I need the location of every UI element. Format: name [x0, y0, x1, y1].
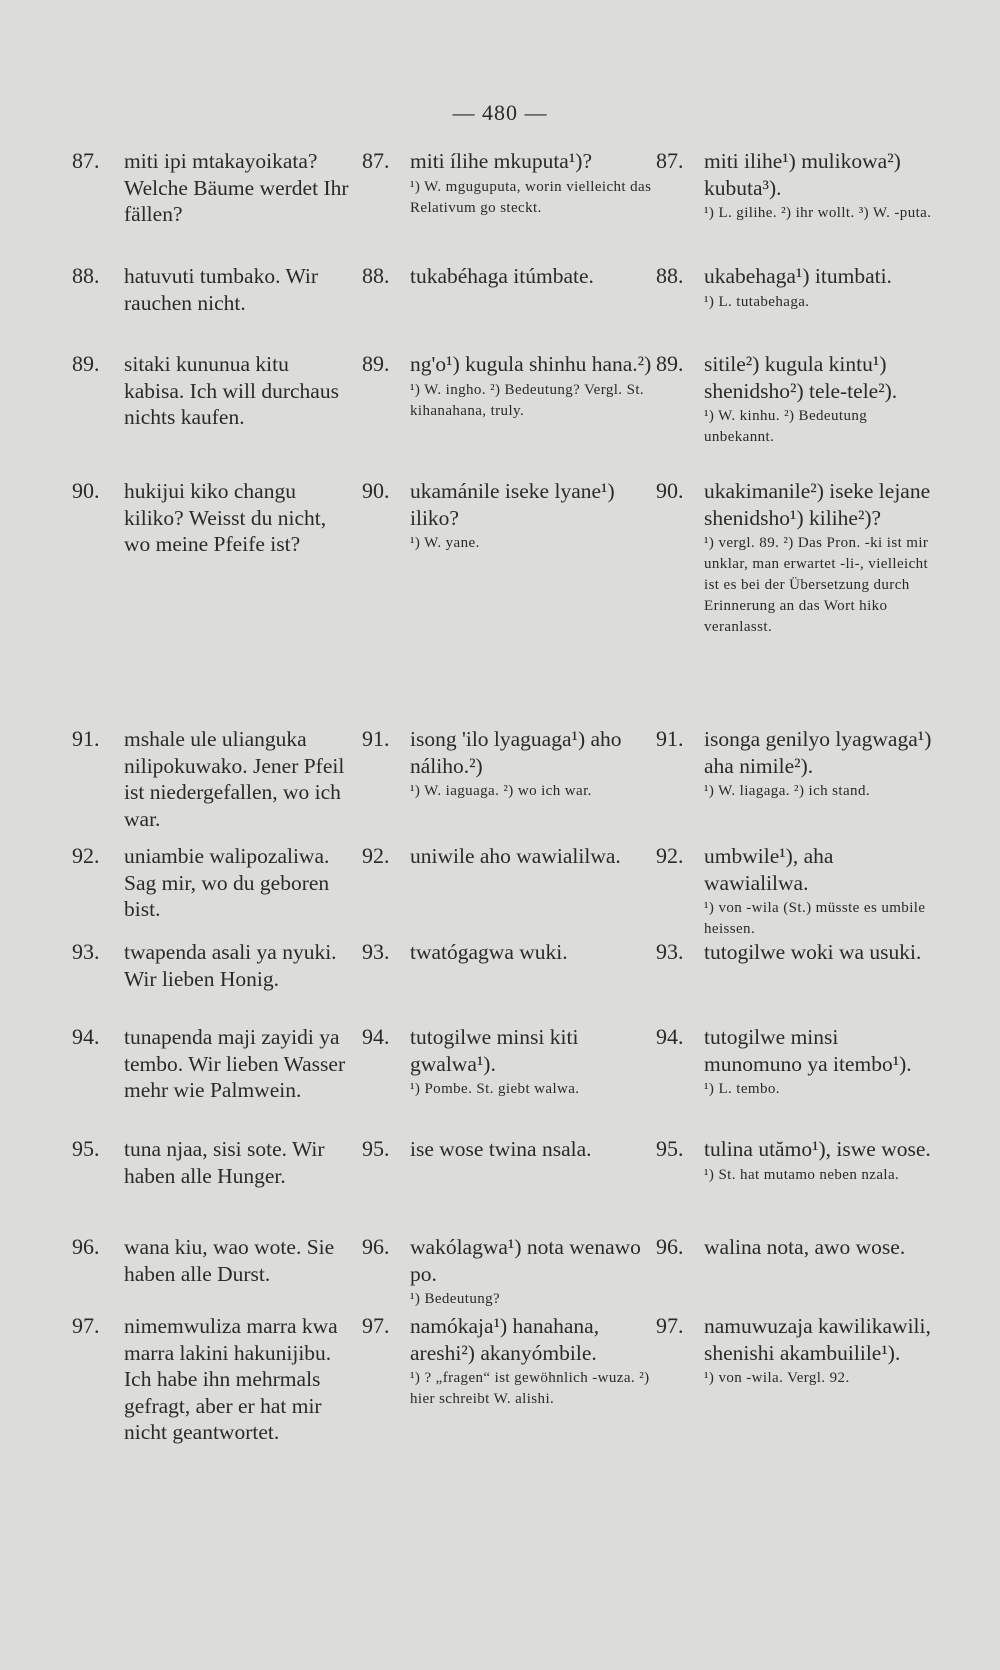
- entry-text: tutogilwe minsi munomuno ya itembo¹).: [704, 1025, 912, 1076]
- entry-94: [656, 1024, 936, 1100]
- footnote: ¹) Pombe. St. giebt walwa.: [410, 1081, 580, 1097]
- entry-text: tunapenda maji zayidi ya tembo. Wir lieben Wasser mehr wie Palmwein.: [124, 1025, 346, 1102]
- footnote: ¹) Bedeutung?: [410, 1291, 501, 1307]
- entry-number: 90.: [656, 478, 684, 503]
- entry-text: ng'o¹) kugula shinhu hana.²): [410, 352, 652, 376]
- entry-number: 87.: [72, 148, 100, 173]
- entry-88: [362, 263, 652, 290]
- entry-90: [72, 478, 352, 558]
- entry-number: 94.: [362, 1024, 390, 1049]
- entry-text: ukabehaga¹) itumbati.: [704, 264, 892, 288]
- entry-text: tuna njaa, sisi sote. Wir haben alle Hunger.: [124, 1137, 325, 1188]
- entry-text: ukamánile iseke lyane¹) iliko?: [410, 479, 615, 530]
- entry-text: hatuvuti tumbako. Wir rauchen nicht.: [124, 264, 319, 315]
- entry-95: [362, 1136, 652, 1163]
- entry-number: 96.: [362, 1234, 390, 1259]
- entry-number: 88.: [72, 263, 100, 288]
- footnote: ¹) L. tutabehaga.: [704, 293, 810, 310]
- entry-text: uniambie walipozaliwa. Sag mir, wo du geboren bist.: [124, 844, 330, 921]
- entry-number: 87.: [656, 148, 684, 173]
- entry-text: twatógagwa wuki.: [410, 940, 568, 964]
- entry-number: 89.: [72, 351, 100, 376]
- entry-90: [656, 478, 936, 638]
- entry-91: [72, 726, 352, 832]
- entry-number: 97.: [656, 1313, 684, 1338]
- entry-90: [362, 478, 652, 554]
- entry-93: [656, 939, 936, 966]
- entry-text: ise wose twina nsala.: [410, 1137, 592, 1161]
- entry-text: umbwile¹), aha wawialilwa.: [704, 844, 834, 895]
- entry-97: [72, 1313, 352, 1446]
- footnote: ¹) W. kinhu. ²) Bedeutung unbekannt.: [704, 408, 868, 445]
- entry-text: miti ipi mtakayoikata? Welche Bäume werdet Ihr fällen?: [124, 149, 349, 226]
- entry-88: [656, 263, 936, 313]
- entry-text: tulina utămo¹), iswe wose.: [704, 1137, 931, 1161]
- entry-text: tutogilwe woki wa usuki.: [704, 940, 922, 964]
- entry-number: 94.: [72, 1024, 100, 1049]
- entry-number: 90.: [72, 478, 100, 503]
- entry-number: 97.: [362, 1313, 390, 1338]
- entry-89: [72, 351, 352, 431]
- entry-number: 89.: [362, 351, 390, 376]
- entry-text: miti ilihe¹) mulikowa²) kubuta³).: [704, 149, 901, 200]
- entry-96: [656, 1234, 936, 1261]
- entry-text: sitaki kununua kitu kabisa. Ich will durchaus nichts kaufen.: [124, 352, 339, 429]
- entry-number: 89.: [656, 351, 684, 376]
- entry-92: [72, 843, 352, 923]
- footnote: ¹) vergl. 89. ²) Das Pron. -ki ist mir unklar, man erwartet -li-, vielleicht ist es bei der Übersetzung durch Erinnerung an das Wort hiko veranlasst.: [704, 535, 929, 635]
- entry-text: isonga genilyo lyagwaga¹) aha nimile²).: [704, 727, 932, 778]
- entry-number: 91.: [72, 726, 100, 751]
- entry-number: 88.: [362, 263, 390, 288]
- entry-88: [72, 263, 352, 316]
- entry-number: 88.: [656, 263, 684, 288]
- entry-91: [656, 726, 936, 802]
- footnote: ¹) W. iaguaga. ²) wo ich war.: [410, 783, 592, 799]
- entry-94: [72, 1024, 352, 1104]
- entry-number: 93.: [656, 939, 684, 964]
- entry-89: [362, 351, 652, 422]
- entry-number: 95.: [362, 1136, 390, 1161]
- entry-95: [656, 1136, 936, 1186]
- entry-text: wakólagwa¹) nota wenawo po.: [410, 1235, 641, 1286]
- entry-number: 92.: [656, 843, 684, 868]
- entry-text: twapenda asali ya nyuki. Wir lieben Honig.: [124, 940, 337, 991]
- entry-number: 96.: [656, 1234, 684, 1259]
- entry-96: [72, 1234, 352, 1287]
- entry-number: 97.: [72, 1313, 100, 1338]
- entry-93: [362, 939, 652, 966]
- entry-94: [362, 1024, 652, 1100]
- entry-text: sitile²) kugula kintu¹) shenidsho²) tele-tele²).: [704, 352, 898, 403]
- entry-95: [72, 1136, 352, 1189]
- entry-number: 92.: [72, 843, 100, 868]
- footnote: ¹) W. ingho. ²) Bedeutung? Vergl. St. kihanahana, truly.: [410, 381, 645, 419]
- entry-number: 93.: [362, 939, 390, 964]
- entry-number: 95.: [656, 1136, 684, 1161]
- entry-97: [656, 1313, 936, 1389]
- footnote: ¹) L. tembo.: [704, 1081, 780, 1097]
- footnote: ¹) St. hat mutamo neben nzala.: [704, 1166, 900, 1183]
- entry-text: mshale ule ulianguka nilipokuwako. Jener Pfeil ist niedergefallen, wo ich war.: [124, 727, 345, 831]
- entry-text: walina nota, awo wose.: [704, 1235, 906, 1259]
- entry-text: tukabéhaga itúmbate.: [410, 264, 594, 288]
- footnote: ¹) ? „fragen“ ist gewöhnlich -wuza. ²) hier schreibt W. alishi.: [410, 1370, 650, 1407]
- entry-number: 90.: [362, 478, 390, 503]
- entry-number: 95.: [72, 1136, 100, 1161]
- entry-92: [362, 843, 652, 870]
- entry-number: 91.: [656, 726, 684, 751]
- entry-number: 92.: [362, 843, 390, 868]
- entry-text: nimemwuliza marra kwa marra lakini hakunijibu. Ich habe ihn mehrmals gefragt, aber er hat mir nicht geantwortet.: [124, 1314, 338, 1444]
- entry-text: isong 'ilo lyaguaga¹) aho náliho.²): [410, 727, 622, 778]
- entry-text: namuwuzaja kawilikawili, shenishi akambuilile¹).: [704, 1314, 931, 1365]
- entry-87: [72, 148, 352, 228]
- entry-91: [362, 726, 652, 802]
- entry-text: tutogilwe minsi kiti gwalwa¹).: [410, 1025, 579, 1076]
- footnote: ¹) W. mguguputa, worin vielleicht das Relativum go steckt.: [410, 178, 652, 216]
- footnote: ¹) W. yane.: [410, 535, 480, 551]
- footnote: ¹) L. gilihe. ²) ihr wollt. ³) W. -puta.: [704, 205, 932, 221]
- entry-text: wana kiu, wao wote. Sie haben alle Durst.: [124, 1235, 335, 1286]
- entry-97: [362, 1313, 652, 1410]
- entry-number: 91.: [362, 726, 390, 751]
- page-number: — 480 —: [452, 100, 548, 125]
- entry-87: [656, 148, 936, 224]
- entry-96: [362, 1234, 652, 1310]
- entry-number: 87.: [362, 148, 390, 173]
- entry-text: ukakimanile²) iseke lejane shenidsho¹) kilihe²)?: [704, 479, 931, 530]
- entry-text: hukijui kiko changu kiliko? Weisst du nicht, wo meine Pfeife ist?: [124, 479, 327, 556]
- entry-92: [656, 843, 936, 940]
- entry-number: 93.: [72, 939, 100, 964]
- entry-89: [656, 351, 936, 448]
- footnote: ¹) W. liagaga. ²) ich stand.: [704, 783, 870, 799]
- footnote: ¹) von -wila (St.) müsste es umbile heissen.: [704, 900, 926, 937]
- entry-text: namókaja¹) hanahana, areshi²) akanyómbile.: [410, 1314, 600, 1365]
- entry-number: 96.: [72, 1234, 100, 1259]
- entry-text: miti ílihe mkuputa¹)?: [410, 149, 592, 173]
- entry-number: 94.: [656, 1024, 684, 1049]
- footnote: ¹) von -wila. Vergl. 92.: [704, 1370, 850, 1386]
- entry-text: uniwile aho wawialilwa.: [410, 844, 621, 868]
- entry-87: [362, 148, 652, 219]
- entry-93: [72, 939, 352, 992]
